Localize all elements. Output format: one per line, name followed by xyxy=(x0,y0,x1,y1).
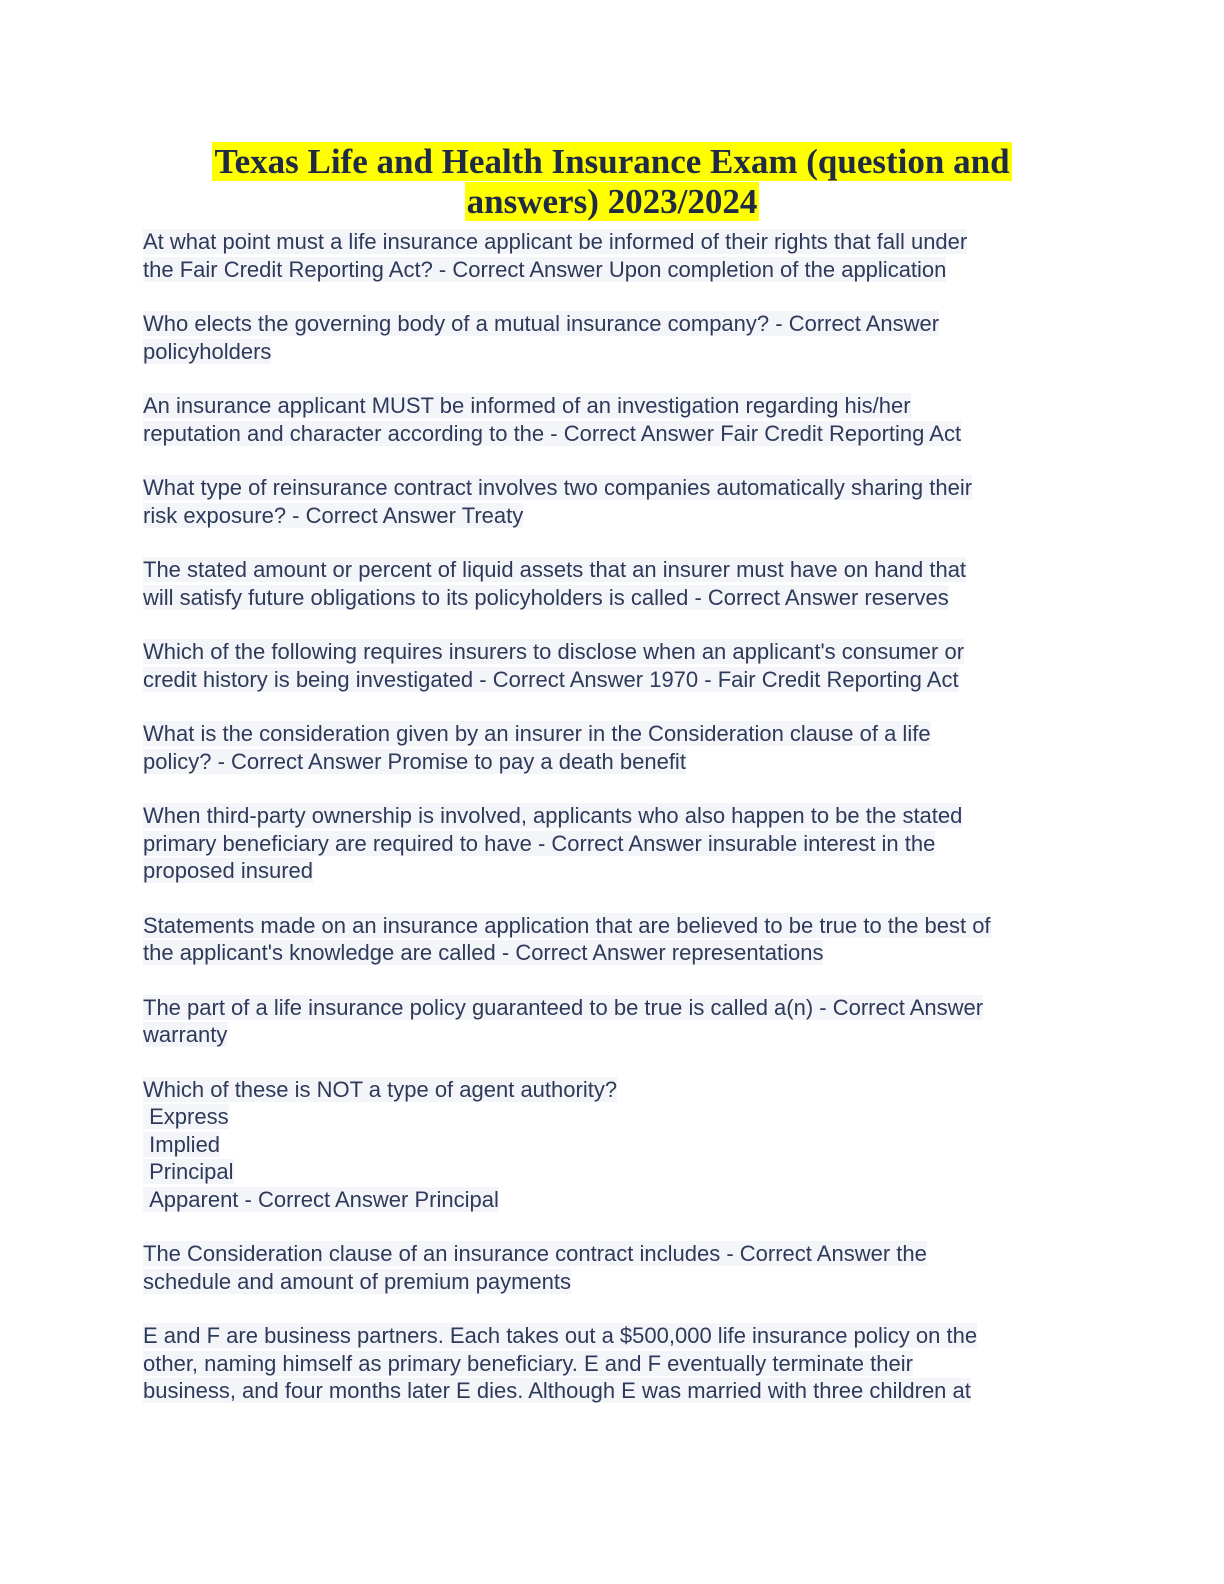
qa-text-line: E and F are business partners. Each takes out a $500,000 life insurance policy on the xyxy=(143,1323,978,1348)
qa-text-line: warranty xyxy=(143,1022,228,1047)
qa-text-line: reputation and character according to the - Correct Answer Fair Credit Reporting Act xyxy=(143,420,962,446)
qa-item xyxy=(143,310,1083,365)
qa-text-line: The part of a life insurance policy guaranteed to be true is called a(n) - Correct Answer xyxy=(143,994,984,1020)
qa-text-line: will satisfy future obligations to its policyholders is called - Correct Answer reserves xyxy=(143,584,949,610)
qa-text-line: What type of reinsurance contract involves two companies automatically sharing their xyxy=(143,475,973,500)
qa-item xyxy=(143,994,1083,1049)
qa-text-line: Implied xyxy=(143,1131,221,1157)
qa-text-line: policy? - Correct Answer Promise to pay a death benefit xyxy=(143,748,686,774)
qa-text-line: the Fair Credit Reporting Act? - Correct Answer Upon completion of the application xyxy=(143,256,947,282)
qa-item xyxy=(143,1240,1083,1295)
qa-text-line: The stated amount or percent of liquid assets that an insurer must have on hand that xyxy=(143,557,967,582)
qa-text-line: Apparent - Correct Answer Principal xyxy=(143,1186,499,1212)
qa-text-line: proposed insured xyxy=(143,858,314,883)
qa-text-line: At what point must a life insurance applicant be informed of their rights that fall under xyxy=(143,229,968,254)
qa-text-line: Who elects the governing body of a mutual insurance company? - Correct Answer xyxy=(143,311,940,336)
qa-item xyxy=(143,228,1083,283)
qa-text-line: Which of the following requires insurers to disclose when an applicant's consumer or xyxy=(143,639,965,664)
qa-text-line: the applicant's knowledge are called - Correct Answer representations xyxy=(143,940,824,965)
qa-item xyxy=(143,474,1083,529)
qa-item xyxy=(143,802,1083,885)
title-line-2: answers) 2023/2024 xyxy=(466,182,758,221)
qa-item xyxy=(143,638,1083,693)
title-line-1: Texas Life and Health Insurance Exam (question and xyxy=(214,142,1010,181)
qa-text-line: risk exposure? - Correct Answer Treaty xyxy=(143,502,524,528)
qa-text-line: policyholders xyxy=(143,338,272,364)
qa-item xyxy=(143,556,1083,611)
qa-text-line: What is the consideration given by an insurer in the Consideration clause of a life xyxy=(143,721,931,746)
qa-text-line: Express xyxy=(143,1104,229,1129)
qa-text-line: When third-party ownership is involved, applicants who also happen to be the stated xyxy=(143,803,963,828)
qa-list xyxy=(143,228,1083,1432)
qa-item xyxy=(143,1076,1083,1214)
qa-text-line: primary beneficiary are required to have - Correct Answer insurable interest in the xyxy=(143,830,936,856)
qa-item xyxy=(143,720,1083,775)
document-title xyxy=(140,142,1084,222)
qa-text-line: Principal xyxy=(143,1159,234,1184)
qa-text-line: business, and four months later E dies. Although E was married with three children at xyxy=(143,1378,971,1403)
qa-text-line: other, naming himself as primary beneficiary. E and F eventually terminate their xyxy=(143,1350,913,1376)
qa-item xyxy=(143,912,1083,967)
qa-text-line: credit history is being investigated - Correct Answer 1970 - Fair Credit Reporting Act xyxy=(143,666,959,692)
qa-text-line: Which of these is NOT a type of agent authority? xyxy=(143,1076,618,1102)
qa-item xyxy=(143,1322,1083,1405)
qa-item xyxy=(143,392,1083,447)
qa-text-line: schedule and amount of premium payments xyxy=(143,1268,572,1294)
qa-text-line: An insurance applicant MUST be informed of an investigation regarding his/her xyxy=(143,393,911,418)
qa-text-line: The Consideration clause of an insurance contract includes - Correct Answer the xyxy=(143,1241,927,1266)
qa-text-line: Statements made on an insurance application that are believed to be true to the best of xyxy=(143,912,991,938)
